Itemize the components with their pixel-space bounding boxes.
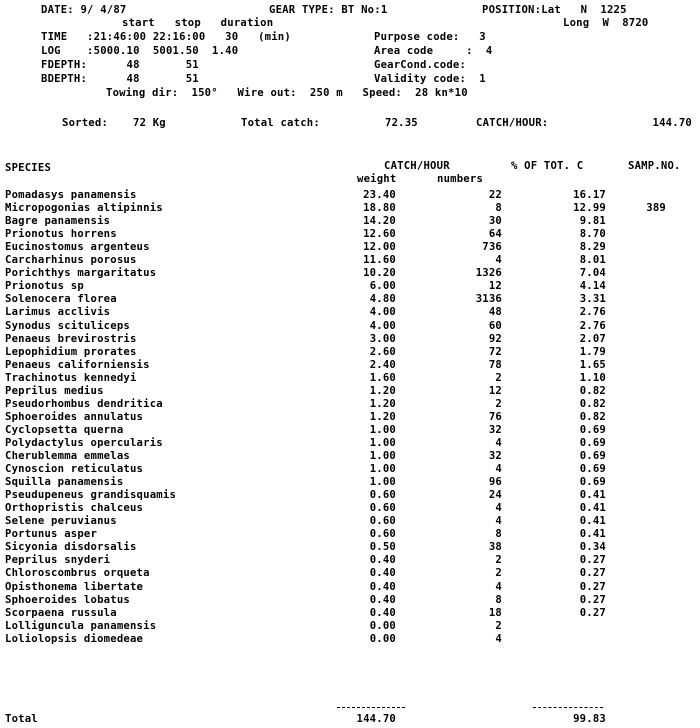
row-weight: 4.00	[369, 306, 396, 318]
row-weight: 0.60	[369, 489, 396, 501]
row-weight: 1.00	[369, 450, 396, 462]
row-pct: 0.69	[579, 424, 606, 436]
weight-total-rule	[337, 707, 405, 708]
row-numbers: 78	[488, 359, 502, 371]
row-weight: 0.50	[369, 541, 396, 553]
row-weight: 4.00	[369, 320, 396, 332]
species-name: Cyclopsetta querna	[5, 424, 124, 436]
row-pct: 2.07	[579, 333, 606, 345]
total-weight: 144.70	[356, 713, 396, 725]
row-weight: 1.00	[369, 476, 396, 488]
time-row: TIME :21:46:00 22:16:00 30 (min)	[41, 31, 291, 43]
row-numbers: 3136	[475, 293, 502, 305]
catch-hour-header: CATCH/HOUR	[384, 160, 450, 172]
pct-total-header: % OF TOT. C	[511, 160, 584, 172]
species-name: Lepophidium prorates	[5, 346, 137, 358]
row-numbers: 72	[488, 346, 502, 358]
sorted-label: Sorted:	[62, 117, 109, 129]
row-numbers: 4	[495, 437, 502, 449]
row-numbers: 4	[495, 633, 502, 645]
row-weight: 23.40	[363, 189, 396, 201]
row-weight: 3.00	[369, 333, 396, 345]
row-numbers: 22	[488, 189, 502, 201]
species-name: Pseudupeneus grandisquamis	[5, 489, 177, 501]
row-numbers: 96	[488, 476, 502, 488]
total-label: Total	[5, 713, 38, 725]
numbers-header: numbers	[437, 173, 484, 185]
row-numbers: 8	[495, 594, 502, 606]
row-weight: 1.20	[369, 411, 396, 423]
species-name: Cherublemma emmelas	[5, 450, 130, 462]
row-pct: 2.76	[579, 306, 606, 318]
species-name: Bagre panamensis	[5, 215, 111, 227]
row-numbers: 1326	[475, 267, 502, 279]
row-pct: 3.31	[579, 293, 606, 305]
row-numbers: 2	[495, 398, 502, 410]
row-pct: 8.01	[579, 254, 606, 266]
row-weight: 0.60	[369, 528, 396, 540]
row-weight: 0.00	[369, 633, 396, 645]
species-name: Scorpaena russula	[5, 607, 117, 619]
row-numbers: 8	[495, 202, 502, 214]
row-weight: 2.40	[369, 359, 396, 371]
row-pct: 0.41	[579, 502, 606, 514]
row-pct: 0.82	[579, 411, 606, 423]
row-numbers: 4	[495, 502, 502, 514]
row-weight: 0.00	[369, 620, 396, 632]
row-pct: 1.65	[579, 359, 606, 371]
row-pct: 0.69	[579, 476, 606, 488]
row-pct: 0.27	[579, 567, 606, 579]
towing-row: Towing dir: 150° Wire out: 250 m Speed: 28 kn*10	[106, 87, 468, 99]
catch-hour-label: CATCH/HOUR:	[476, 117, 549, 129]
row-numbers: 18	[488, 607, 502, 619]
row-numbers: 2	[495, 620, 502, 632]
row-numbers: 2	[495, 567, 502, 579]
log-row: LOG :5000.10 5001.50 1.40	[41, 45, 239, 57]
species-name: Pomadasys panamensis	[5, 189, 137, 201]
row-numbers: 12	[488, 385, 502, 397]
row-weight: 0.40	[369, 554, 396, 566]
row-numbers: 2	[495, 554, 502, 566]
species-name: Porichthys margaritatus	[5, 267, 157, 279]
row-pct: 0.41	[579, 515, 606, 527]
total-catch-label: Total catch:	[241, 117, 320, 129]
row-weight: 0.40	[369, 607, 396, 619]
row-weight: 1.00	[369, 424, 396, 436]
row-pct: 0.27	[579, 581, 606, 593]
species-name: Larimus acclivis	[5, 306, 111, 318]
validity-code: Validity code: 1	[374, 73, 486, 85]
species-name: Loliolopsis diomedeae	[5, 633, 144, 645]
row-weight: 0.40	[369, 594, 396, 606]
row-weight: 0.60	[369, 515, 396, 527]
sorted-value: 72 Kg	[133, 117, 166, 129]
date-label: DATE: 9/ 4/87	[41, 4, 127, 16]
species-name: Portunus asper	[5, 528, 98, 540]
purpose-code: Purpose code: 3	[374, 31, 486, 43]
row-weight: 4.80	[369, 293, 396, 305]
row-pct: 9.81	[579, 215, 606, 227]
species-name: Pseudorhombus dendritica	[5, 398, 163, 410]
row-weight: 11.60	[363, 254, 396, 266]
fdepth-row: FDEPTH: 48 51	[41, 59, 199, 71]
species-name: Micropogonias altipinnis	[5, 202, 163, 214]
row-pct: 0.27	[579, 594, 606, 606]
position-long: Long W 8720	[563, 17, 649, 29]
row-weight: 2.60	[369, 346, 396, 358]
row-weight: 6.00	[369, 280, 396, 292]
total-catch-value: 72.35	[385, 117, 418, 129]
time-column-headers: start stop duration	[122, 17, 274, 29]
species-name: Synodus scituliceps	[5, 320, 130, 332]
row-pct: 0.82	[579, 385, 606, 397]
row-pct: 1.79	[579, 346, 606, 358]
species-name: Solenocera florea	[5, 293, 117, 305]
species-name: Prionotus sp	[5, 280, 84, 292]
row-numbers: 38	[488, 541, 502, 553]
species-name: Lolliguncula panamensis	[5, 620, 157, 632]
row-numbers: 64	[488, 228, 502, 240]
row-numbers: 48	[488, 306, 502, 318]
row-pct: 1.10	[579, 372, 606, 384]
row-numbers: 32	[488, 424, 502, 436]
row-pct: 12.99	[573, 202, 606, 214]
row-weight: 0.60	[369, 502, 396, 514]
sample-number-header: SAMP.NO.	[628, 160, 681, 172]
row-numbers: 76	[488, 411, 502, 423]
pct-total-rule	[533, 707, 603, 708]
row-pct: 0.69	[579, 450, 606, 462]
row-weight: 1.20	[369, 398, 396, 410]
row-weight: 0.40	[369, 567, 396, 579]
row-numbers: 4	[495, 515, 502, 527]
species-name: Eucinostomus argenteus	[5, 241, 150, 253]
bdepth-row: BDEPTH: 48 51	[41, 73, 199, 85]
row-sample-number: 389	[646, 202, 666, 214]
row-numbers: 4	[495, 581, 502, 593]
gearcond-code: GearCond.code:	[374, 59, 467, 71]
row-weight: 10.20	[363, 267, 396, 279]
row-weight: 1.00	[369, 463, 396, 475]
area-code: Area code : 4	[374, 45, 493, 57]
row-pct: 0.27	[579, 554, 606, 566]
row-pct: 0.69	[579, 437, 606, 449]
row-pct: 2.76	[579, 320, 606, 332]
row-pct: 7.04	[579, 267, 606, 279]
species-name: Trachinotus kennedyi	[5, 372, 137, 384]
row-pct: 0.82	[579, 398, 606, 410]
total-pct: 99.83	[573, 713, 606, 725]
row-pct: 4.14	[579, 280, 606, 292]
row-weight: 1.60	[369, 372, 396, 384]
species-name: Penaeus californiensis	[5, 359, 150, 371]
species-name: Peprilus snyderi	[5, 554, 111, 566]
row-numbers: 2	[495, 372, 502, 384]
row-pct: 0.34	[579, 541, 606, 553]
species-name: Sphoeroides lobatus	[5, 594, 130, 606]
row-numbers: 8	[495, 528, 502, 540]
row-pct: 8.70	[579, 228, 606, 240]
row-pct: 0.69	[579, 463, 606, 475]
row-pct: 0.41	[579, 489, 606, 501]
row-numbers: 60	[488, 320, 502, 332]
row-weight: 1.00	[369, 437, 396, 449]
row-numbers: 92	[488, 333, 502, 345]
species-name: Orthopristis chalceus	[5, 502, 144, 514]
row-weight: 0.40	[369, 581, 396, 593]
row-pct: 8.29	[579, 241, 606, 253]
species-name: Carcharhinus porosus	[5, 254, 137, 266]
species-name: Chloroscombrus orqueta	[5, 567, 150, 579]
row-numbers: 30	[488, 215, 502, 227]
species-name: Cynoscion reticulatus	[5, 463, 144, 475]
row-numbers: 736	[482, 241, 502, 253]
species-header: SPECIES	[5, 162, 52, 174]
species-name: Peprilus medius	[5, 385, 104, 397]
gear-type-label: GEAR TYPE: BT No:1	[269, 4, 388, 16]
row-numbers: 4	[495, 463, 502, 475]
row-pct: 0.41	[579, 528, 606, 540]
row-weight: 12.00	[363, 241, 396, 253]
row-pct: 16.17	[573, 189, 606, 201]
row-numbers: 24	[488, 489, 502, 501]
row-weight: 1.20	[369, 385, 396, 397]
species-name: Sphoeroides annulatus	[5, 411, 144, 423]
species-name: Penaeus brevirostris	[5, 333, 137, 345]
row-numbers: 12	[488, 280, 502, 292]
row-pct: 0.27	[579, 607, 606, 619]
species-name: Prionotus horrens	[5, 228, 117, 240]
species-name: Opisthonema libertate	[5, 581, 144, 593]
catch-hour-value: 144.70	[652, 117, 692, 129]
species-name: Selene peruvianus	[5, 515, 117, 527]
row-numbers: 4	[495, 254, 502, 266]
weight-header: weight	[357, 173, 397, 185]
species-name: Polydactylus opercularis	[5, 437, 163, 449]
species-name: Sicyonia disdorsalis	[5, 541, 137, 553]
row-weight: 12.60	[363, 228, 396, 240]
row-weight: 14.20	[363, 215, 396, 227]
position-lat: POSITION:Lat N 1225	[482, 4, 627, 16]
row-weight: 18.80	[363, 202, 396, 214]
species-name: Squilla panamensis	[5, 476, 124, 488]
row-numbers: 32	[488, 450, 502, 462]
